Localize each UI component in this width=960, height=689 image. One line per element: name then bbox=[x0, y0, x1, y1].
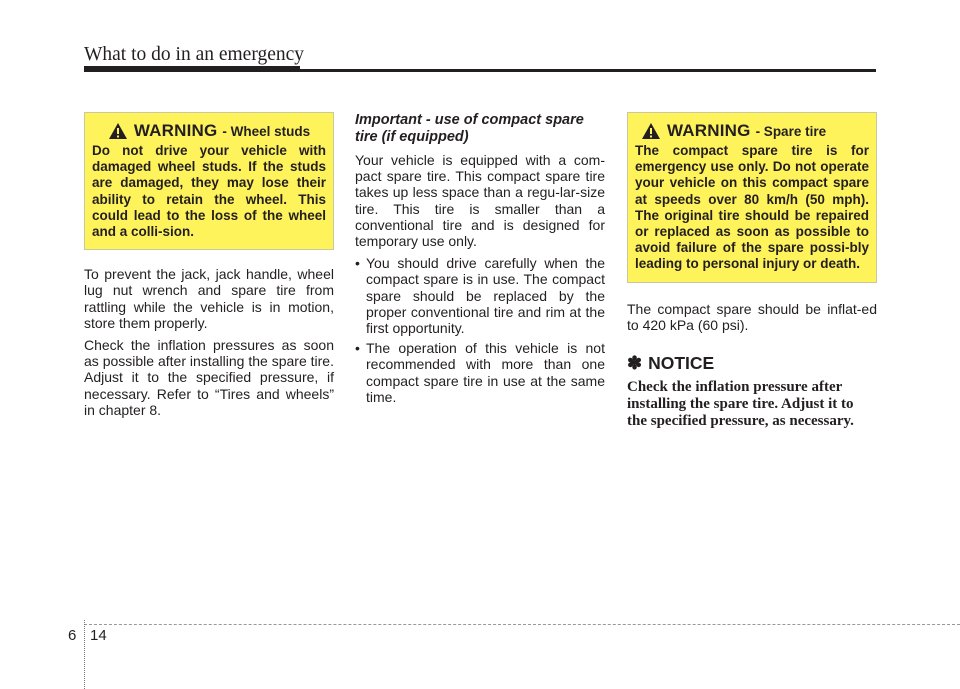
warning-title: WARNING bbox=[667, 121, 751, 140]
warning-box-wheel-studs bbox=[84, 112, 334, 250]
chapter-number: 6 bbox=[68, 627, 77, 644]
column-left bbox=[84, 112, 334, 424]
warning-header bbox=[92, 121, 326, 141]
footer-rule bbox=[84, 624, 960, 625]
paragraph-compact-spare-intro: Your vehicle is equipped with a com-pact spare tire. This compact spare tire takes up less space than a regu-lar-size tire. This tire is smaller than a conventional tire and is designed for temporary use only. bbox=[355, 152, 605, 250]
warning-header bbox=[635, 121, 869, 141]
notice-title: NOTICE bbox=[648, 353, 715, 374]
notice-star-icon: ✽ bbox=[627, 353, 643, 374]
page-number: 14 bbox=[90, 627, 107, 644]
section-subhead: Important - use of compact spare tire (if equipped) bbox=[355, 112, 584, 145]
warning-body: Do not drive your vehicle with damaged wheel studs. If the studs are damaged, they may lose their ability to retain the wheel. This could lead to the loss of the wheel and a colli-sion. bbox=[92, 143, 326, 240]
warning-box-spare-tire bbox=[627, 112, 877, 283]
warning-body: The compact spare tire is for emergency use only. Do not operate your vehicle on this compact spare at speeds over 80 km/h (50 mph). The original tire should be repaired or replaced as soon as possible to avoid failure of the spare possi-bly leading to personal injury or death. bbox=[635, 143, 869, 272]
paragraph-check-pressure: Check the inflation pressures as soon as possible after installing the spare tire. Adjust it to the specified pressure, if necessary. Refer to “Tires and wheels” in chapter 8. bbox=[84, 337, 334, 418]
warning-subtitle: - Spare tire bbox=[755, 123, 827, 139]
notice-body: Check the inflation pressure after installing the spare tire. Adjust it to the specified pressure, as necessary. bbox=[627, 379, 854, 429]
paragraph-inflation: The compact spare should be inflat-ed to 420 kPa (60 psi). bbox=[627, 300, 877, 333]
warning-subtitle: - Wheel studs bbox=[222, 123, 311, 139]
bullet-list bbox=[355, 255, 605, 405]
list-item: • You should drive carefully when the compact spare is in use. The compact spare should be replaced by the proper conventional tire and rim at the first opportunity. bbox=[355, 255, 605, 336]
list-item: • The operation of this vehicle is not recommended with more than one compact spare tire in use at the same time. bbox=[355, 340, 605, 405]
header-rule bbox=[84, 69, 876, 72]
warning-triangle-icon bbox=[108, 122, 128, 140]
warning-triangle-icon bbox=[641, 122, 661, 140]
column-middle bbox=[355, 112, 605, 409]
notice-header bbox=[627, 353, 877, 374]
page-header-title: What to do in an emergency bbox=[84, 44, 305, 65]
paragraph-store-tools: To prevent the jack, jack handle, wheel lug nut wrench and spare tire from rattling while the vehicle is in motion, store them properly. bbox=[84, 266, 334, 331]
warning-title: WARNING bbox=[133, 121, 218, 140]
column-right bbox=[627, 112, 877, 429]
footer-separator bbox=[84, 620, 86, 689]
